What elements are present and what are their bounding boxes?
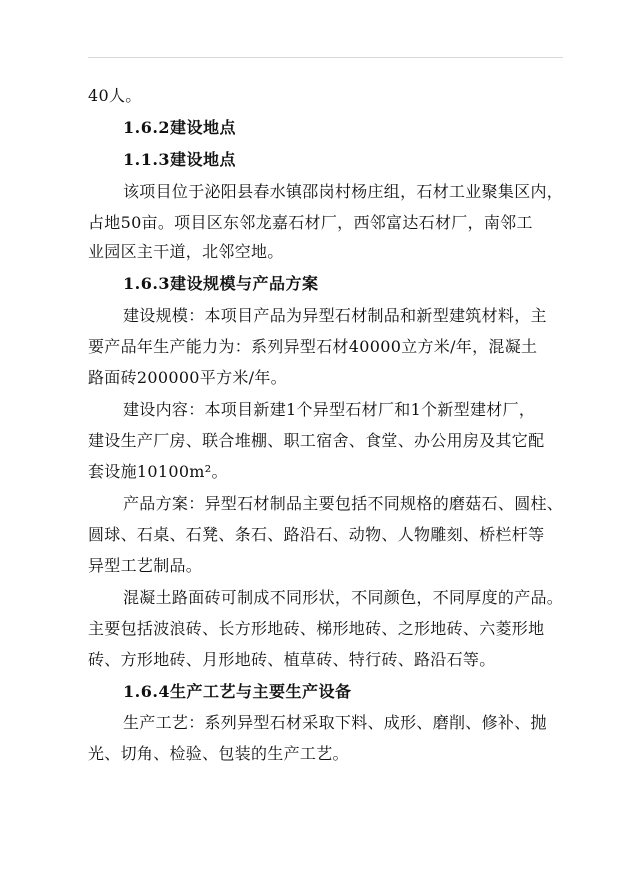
- body-text-line: 套设施10100m²。: [88, 462, 228, 481]
- body-text-line: 占地50亩。项目区东邻龙嘉石材厂，西邻富达石材厂，南邻工: [88, 213, 533, 232]
- body-text-line: 业园区主干道，北邻空地。: [88, 242, 284, 261]
- section-heading: 1.1.3建设地点: [123, 150, 237, 169]
- body-text-line: 40人。: [88, 86, 142, 105]
- body-text-line: 生产工艺：系列异型石材采取下料、成形、磨削、修补、抛: [123, 713, 547, 732]
- section-heading: 1.6.2建设地点: [123, 118, 237, 137]
- body-text-line: 砖、方形地砖、月形地砖、植草砖、特行砖、路沿石等。: [88, 650, 496, 669]
- section-heading: 1.6.4生产工艺与主要生产设备: [123, 682, 352, 701]
- body-text-line: 光、切角、检验、包装的生产工艺。: [88, 744, 349, 763]
- body-text-line: 产品方案：异型石材制品主要包括不同规格的磨菇石、圆柱、: [123, 494, 564, 513]
- body-text-line: 建设内容：本项目新建1个异型石材厂和1个新型建材厂，: [123, 400, 536, 419]
- body-text-line: 要产品年生产能力为：系列异型石材40000立方米/年，混凝土: [88, 337, 538, 356]
- body-text-line: 异型工艺制品。: [88, 556, 203, 575]
- body-text-line: 路面砖200000平方米/年。: [88, 368, 287, 387]
- section-heading: 1.6.3建设规模与产品方案: [123, 274, 319, 293]
- body-text-line: 该项目位于泌阳县春水镇邵岗村杨庄组，石材工业聚集区内，: [123, 182, 564, 201]
- header-rule: [88, 57, 563, 58]
- body-text-line: 主要包括波浪砖、长方形地砖、梯形地砖、之形地砖、六菱形地: [88, 619, 545, 638]
- body-text-line: 混凝土路面砖可制成不同形状，不同颜色，不同厚度的产品。: [123, 588, 564, 607]
- body-text-line: 圆球、石桌、石凳、条石、路沿石、动物、人物雕刻、桥栏杆等: [88, 525, 545, 544]
- body-text-line: 建设生产厂房、联合堆棚、职工宿舍、食堂、办公用房及其它配: [88, 431, 545, 450]
- body-text-line: 建设规模：本项目产品为异型石材制品和新型建筑材料，主: [123, 306, 547, 325]
